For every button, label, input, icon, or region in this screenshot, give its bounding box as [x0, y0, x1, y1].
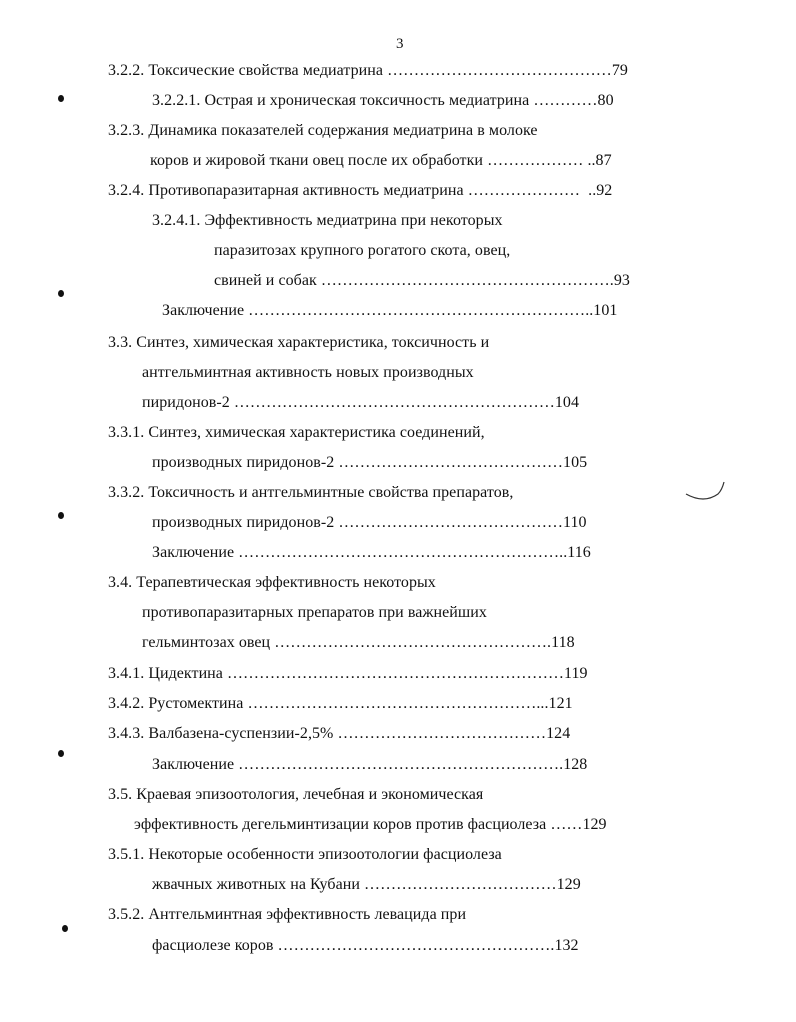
- toc-line: 3.4.1. Цидектина ………………………………………………………119: [108, 665, 588, 682]
- toc-line: 3.2.2.1. Острая и хроническая токсичность медиатрина …………80: [152, 92, 614, 109]
- toc-line: 3.2.4. Противопаразитарная активность медиатрина ………………… ..92: [108, 182, 613, 199]
- toc-line: 3.5.2. Антгельминтная эффективность левацида при: [108, 906, 467, 923]
- toc-line: 3.5.1. Некоторые особенности эпизоотологии фасциолеза: [108, 846, 502, 863]
- toc-line: гельминтозах овец …………………………………………….118: [142, 634, 575, 651]
- toc-line: коров и жировой ткани овец после их обработки ……………… ..87: [150, 152, 612, 169]
- toc-line: 3.4.2. Рустомектина ………………………………………………...121: [108, 695, 573, 712]
- toc-line: 3.3. Синтез, химическая характеристика, токсичность и: [108, 334, 490, 351]
- toc-line: 3.5. Краевая эпизоотология, лечебная и экономическая: [108, 786, 484, 803]
- toc-line: эффективность дегельминтизации коров против фасциолеза ……129: [134, 816, 607, 833]
- scan-dot-mark: [62, 925, 68, 932]
- page-number: 3: [396, 36, 404, 52]
- toc-line: 3.2.2. Токсические свойства медиатрина ……………………………………79: [108, 62, 628, 79]
- toc-line: Заключение ……………………………………………………..116: [152, 544, 591, 561]
- toc-line: производных пиридонов-2 ……………………………………110: [152, 514, 587, 531]
- toc-line: пиридонов-2 ……………………………………………………104: [142, 394, 580, 411]
- toc-line: жвачных животных на Кубани ………………………………129: [152, 876, 581, 893]
- toc-line: паразитозах крупного рогатого скота, овец,: [214, 242, 511, 259]
- toc-line: фасциолезе коров …………………………………………….132: [152, 937, 579, 954]
- scan-dot-mark: [58, 512, 64, 519]
- scan-dot-mark: [58, 290, 64, 297]
- scan-dot-mark: [58, 95, 64, 102]
- toc-line: 3.3.1. Синтез, химическая характеристика соединений,: [108, 424, 485, 441]
- toc-line: противопаразитарных препаратов при важнейших: [142, 604, 487, 621]
- toc-line: 3.4. Терапевтическая эффективность некоторых: [108, 574, 436, 591]
- scan-dot-mark: [58, 750, 64, 757]
- toc-line: антгельминтная активность новых производных: [142, 364, 474, 381]
- toc-line: производных пиридонов-2 ……………………………………105: [152, 454, 588, 471]
- toc-line: свиней и собак ……………………………………………….93: [214, 272, 630, 289]
- toc-line: Заключение ………………………………………………………..101: [162, 302, 618, 319]
- toc-line: 3.2.3. Динамика показателей содержания медиатрина в молоке: [108, 122, 538, 139]
- pencil-check-mark: [684, 480, 728, 504]
- toc-line: Заключение …………………………………………………….128: [152, 756, 588, 773]
- toc-line: 3.3.2. Токсичность и антгельминтные свойства препаратов,: [108, 484, 514, 501]
- toc-line: 3.2.4.1. Эффективность медиатрина при некоторых: [152, 212, 503, 229]
- toc-line: 3.4.3. Валбазена-суспензии-2,5% …………………………………124: [108, 725, 571, 742]
